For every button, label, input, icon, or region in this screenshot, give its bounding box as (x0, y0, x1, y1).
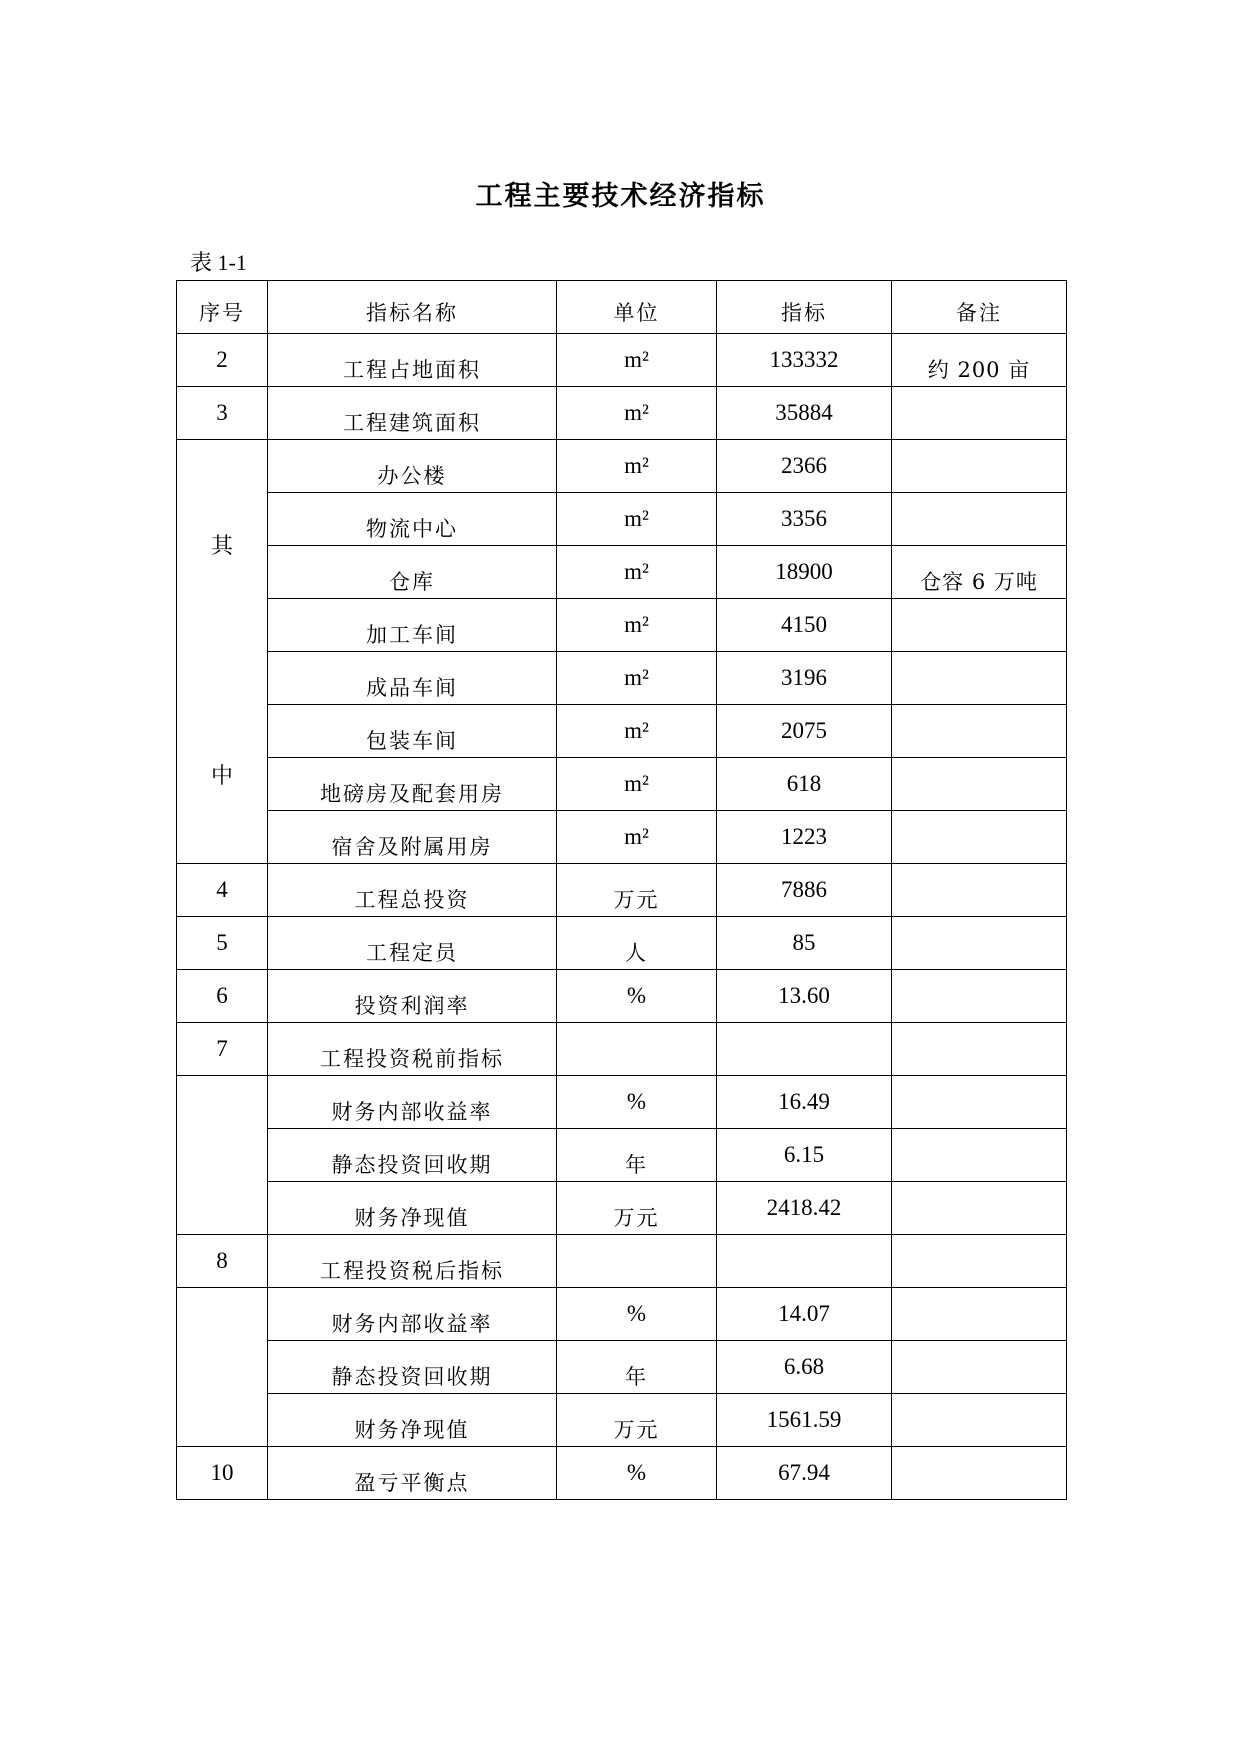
cell-value: 13.60 (717, 970, 892, 1023)
cell-seq: 4 (177, 864, 268, 917)
page-title: 工程主要技术经济指标 (475, 181, 766, 212)
table-row (177, 758, 1067, 811)
cell-name: 工程占地面积 (268, 334, 557, 387)
cell-unit: 万元 (557, 864, 717, 917)
cell-note (892, 811, 1067, 864)
cell-seq-empty (177, 1076, 268, 1235)
cell-name: 物流中心 (268, 493, 557, 546)
cell-unit: 人 (557, 917, 717, 970)
cell-value: 16.49 (717, 1076, 892, 1129)
table-label: 表 1-1 (190, 250, 247, 275)
cell-name: 工程建筑面积 (268, 387, 557, 440)
cell-unit: % (557, 1076, 717, 1129)
cell-seq: 2 (177, 334, 268, 387)
cell-value: 2366 (717, 440, 892, 493)
cell-seq: 3 (177, 387, 268, 440)
cell-name: 工程总投资 (268, 864, 557, 917)
cell-note (892, 599, 1067, 652)
cell-seq: 7 (177, 1023, 268, 1076)
group-label-bottom: 中 (210, 764, 233, 789)
cell-note (892, 1341, 1067, 1394)
cell-unit: m² (557, 440, 717, 493)
cell-name: 财务净现值 (268, 1182, 557, 1235)
cell-name: 财务净现值 (268, 1394, 557, 1447)
cell-value (717, 1235, 892, 1288)
cell-seq-empty (177, 1288, 268, 1447)
cell-value: 2418.42 (717, 1182, 892, 1235)
cell-value: 7886 (717, 864, 892, 917)
cell-note (892, 387, 1067, 440)
table-row (177, 1182, 1067, 1235)
cell-value: 4150 (717, 599, 892, 652)
cell-unit: 年 (557, 1341, 717, 1394)
cell-note: 约 200 亩 (892, 334, 1067, 387)
cell-value: 2075 (717, 705, 892, 758)
cell-name: 工程投资税后指标 (268, 1235, 557, 1288)
cell-unit: m² (557, 387, 717, 440)
indicator-table (176, 280, 1067, 1500)
group-label-top: 其 (210, 534, 233, 559)
table-row (177, 387, 1067, 440)
table-row (177, 917, 1067, 970)
table-row (177, 1235, 1067, 1288)
cell-unit: m² (557, 758, 717, 811)
cell-value: 14.07 (717, 1288, 892, 1341)
cell-name: 办公楼 (268, 440, 557, 493)
cell-value: 67.94 (717, 1447, 892, 1500)
cell-name: 财务内部收益率 (268, 1076, 557, 1129)
table-row (177, 334, 1067, 387)
cell-value: 133332 (717, 334, 892, 387)
cell-name: 投资利润率 (268, 970, 557, 1023)
table-row (177, 864, 1067, 917)
table-row (177, 440, 1067, 493)
cell-unit: m² (557, 546, 717, 599)
cell-name: 宿舍及附属用房 (268, 811, 557, 864)
cell-unit: 万元 (557, 1182, 717, 1235)
cell-value: 18900 (717, 546, 892, 599)
table-row (177, 1288, 1067, 1341)
cell-value: 85 (717, 917, 892, 970)
header-unit: 单位 (557, 281, 717, 334)
cell-name: 成品车间 (268, 652, 557, 705)
cell-name: 工程投资税前指标 (268, 1023, 557, 1076)
cell-seq: 8 (177, 1235, 268, 1288)
table-row (177, 1447, 1067, 1500)
cell-note (892, 1447, 1067, 1500)
cell-unit: m² (557, 705, 717, 758)
cell-note (892, 1023, 1067, 1076)
cell-note (892, 652, 1067, 705)
cell-name: 加工车间 (268, 599, 557, 652)
table-row (177, 1394, 1067, 1447)
header-note: 备注 (892, 281, 1067, 334)
cell-value: 618 (717, 758, 892, 811)
cell-note (892, 970, 1067, 1023)
cell-name: 工程定员 (268, 917, 557, 970)
table-row (177, 811, 1067, 864)
cell-unit: m² (557, 493, 717, 546)
cell-unit: % (557, 970, 717, 1023)
cell-unit: 万元 (557, 1394, 717, 1447)
cell-unit: % (557, 1288, 717, 1341)
cell-value: 6.68 (717, 1341, 892, 1394)
cell-unit: m² (557, 599, 717, 652)
cell-value: 1561.59 (717, 1394, 892, 1447)
table-row (177, 705, 1067, 758)
cell-unit: m² (557, 652, 717, 705)
table-row (177, 1076, 1067, 1129)
cell-note (892, 440, 1067, 493)
table-row (177, 493, 1067, 546)
header-name: 指标名称 (268, 281, 557, 334)
cell-note (892, 917, 1067, 970)
cell-note (892, 1129, 1067, 1182)
table-row (177, 970, 1067, 1023)
cell-seq: 10 (177, 1447, 268, 1500)
cell-note (892, 1235, 1067, 1288)
cell-name: 包装车间 (268, 705, 557, 758)
cell-unit: m² (557, 811, 717, 864)
cell-unit (557, 1023, 717, 1076)
table-row (177, 652, 1067, 705)
table-row (177, 1023, 1067, 1076)
table-header-row (177, 281, 1067, 334)
table-row (177, 546, 1067, 599)
cell-name: 静态投资回收期 (268, 1129, 557, 1182)
header-value: 指标 (717, 281, 892, 334)
cell-note (892, 1394, 1067, 1447)
cell-value (717, 1023, 892, 1076)
cell-note (892, 705, 1067, 758)
cell-unit: m² (557, 334, 717, 387)
cell-seq: 6 (177, 970, 268, 1023)
cell-note: 仓容 6 万吨 (892, 546, 1067, 599)
cell-note (892, 1288, 1067, 1341)
cell-note (892, 758, 1067, 811)
cell-name: 仓库 (268, 546, 557, 599)
cell-seq: 5 (177, 917, 268, 970)
cell-value: 1223 (717, 811, 892, 864)
cell-name: 地磅房及配套用房 (268, 758, 557, 811)
cell-unit (557, 1235, 717, 1288)
table-row (177, 1129, 1067, 1182)
cell-name: 盈亏平衡点 (268, 1447, 557, 1500)
cell-unit: % (557, 1447, 717, 1500)
cell-value: 3196 (717, 652, 892, 705)
table-row (177, 1341, 1067, 1394)
cell-name: 财务内部收益率 (268, 1288, 557, 1341)
header-seq: 序号 (177, 281, 268, 334)
cell-note (892, 864, 1067, 917)
cell-note (892, 493, 1067, 546)
group-label-cell (177, 440, 268, 864)
cell-value: 6.15 (717, 1129, 892, 1182)
cell-note (892, 1076, 1067, 1129)
cell-value: 35884 (717, 387, 892, 440)
cell-name: 静态投资回收期 (268, 1341, 557, 1394)
cell-unit: 年 (557, 1129, 717, 1182)
cell-note (892, 1182, 1067, 1235)
table-row (177, 599, 1067, 652)
cell-value: 3356 (717, 493, 892, 546)
